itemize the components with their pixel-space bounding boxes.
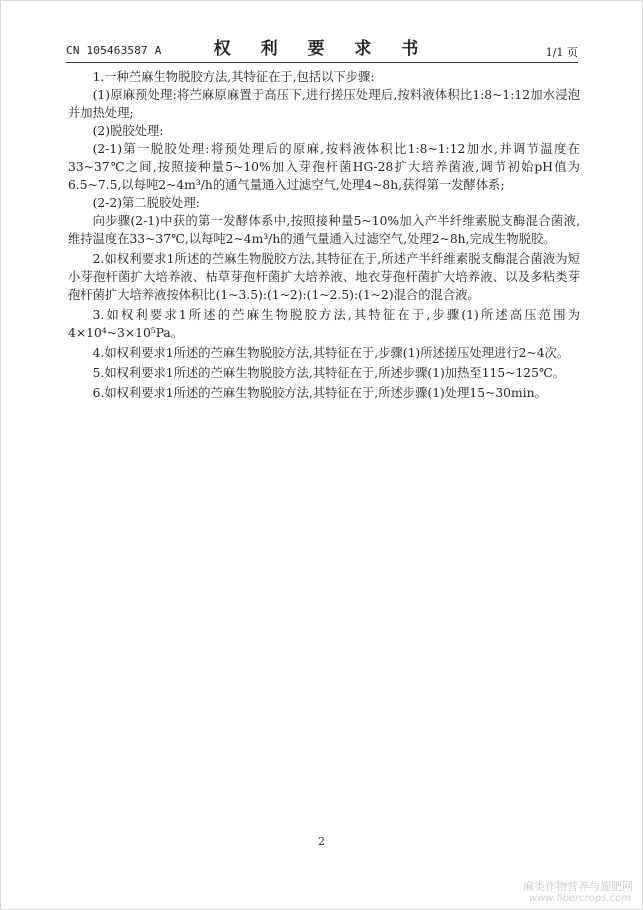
claim-4: 4.如权利要求1所述的苎麻生物脱胶方法,其特征在于,步骤(1)所述搓压处理进行2~4次。 [92, 346, 570, 360]
claim-1-step-2-2-title: (2-2)第二脱胶处理: [92, 196, 200, 210]
claims-body [68, 68, 580, 402]
document-header [66, 36, 578, 62]
header-rule [66, 62, 578, 63]
publication-number: CN 105463587 A [66, 44, 162, 57]
claim-1-intro: 1.一种苎麻生物脱胶方法,其特征在于,包括以下步骤: [92, 70, 375, 84]
claim-1-step-2-1: (2-1)第一脱胶处理:将预处理后的原麻,按料液体积比1:8~1:12加水,并调节温度在33~37℃之间,按照接种量5~10%加入芽孢杆菌HG-28扩大培养菌液,调节初始pH值为6.5~7.5,以每吨2~4m³/h的通气量通入过滤空气,处理4~8h,获得第一发酵体系; [68, 142, 580, 192]
claim-1-step-2-2: 向步骤(2-1)中获的第一发酵体系中,按照接种量5~10%加入产半纤维素脱支酶混合菌液,维持温度在33~37℃,以每吨2~4m³/h的通气量通入过滤空气,处理2~8h,完成生物脱胶。 [68, 214, 580, 246]
claim-5: 5.如权利要求1所述的苎麻生物脱胶方法,其特征在于,所述步骤(1)加热至115~125℃。 [92, 366, 565, 380]
watermark-site-name: 麻类作物营养与施肥网 [523, 880, 633, 893]
claim-3: 3.如权利要求1所述的苎麻生物脱胶方法,其特征在于,步骤(1)所述高压范围为4×10⁴~3×10⁵Pa。 [68, 308, 580, 340]
claim-2: 2.如权利要求1所述的苎麻生物脱胶方法,其特征在于,所述产半纤维素脱支酶混合菌液为短小芽孢杆菌扩大培养液、枯草芽孢杆菌扩大培养液、地衣芽孢杆菌扩大培养液、以及多粘类芽孢杆菌扩大培养液按体积比(1~3.5):(1~2):(1~2.5):(1~2)混合的混合液。 [68, 252, 580, 302]
page-count: 1/1 页 [545, 46, 578, 59]
claim-1-step-2-title: (2)脱胶处理: [92, 124, 164, 138]
claim-6: 6.如权利要求1所述的苎麻生物脱胶方法,其特征在于,所述步骤(1)处理15~30min。 [92, 386, 547, 400]
claim-1-step-1: (1)原麻预处理:将苎麻原麻置于高压下,进行搓压处理后,按料液体积比1:8~1:12加水浸泡并加热处理; [68, 88, 580, 120]
watermark-url: www.fibercrops.com [529, 893, 631, 904]
page-number: 2 [318, 835, 325, 848]
document-title: 权 利 要 求 书 [213, 39, 431, 59]
